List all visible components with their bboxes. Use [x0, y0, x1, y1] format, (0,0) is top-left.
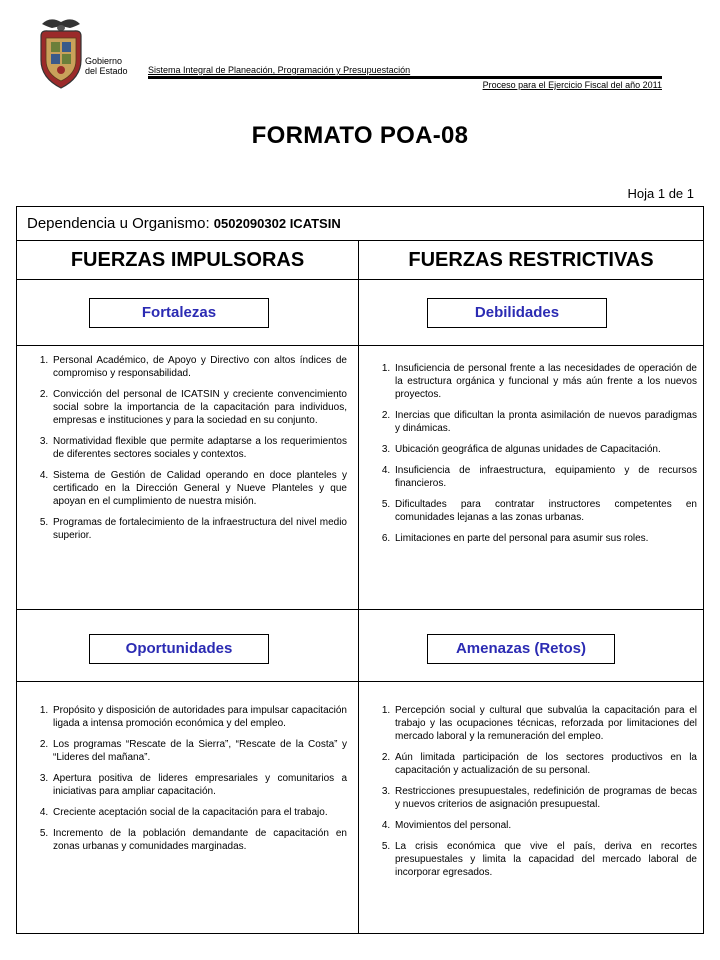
list-item: 1. Percepción social y cultural que subvalúa la capacitación para el trabajo y las ocupaciones técnicas, reforzada por limitaciones del mercado laboral y la remuneración del empleo.	[393, 704, 697, 743]
system-name: Sistema Integral de Planeación, Programación y Presupuestación	[148, 65, 411, 75]
list-item: 3. Apertura positiva de lideres empresariales y comunitarios a iniciativas para ampliar capacitación.	[51, 772, 347, 798]
process-label: Proceso para el Ejercicio Fiscal del año 2011	[482, 80, 662, 90]
list-item: 2. Inercias que dificultan la pronta asimilación de nuevos paradigmas y dinámicas.	[393, 409, 697, 435]
section-divider	[17, 681, 703, 682]
list-item: 4. Movimientos del personal.	[393, 819, 697, 832]
list-item: 5. Dificultades para contratar instructores competentes en comunidades lejanas a las zonas urbanas.	[393, 498, 697, 524]
header-rule	[148, 76, 662, 79]
section-divider	[17, 345, 703, 346]
section-divider	[17, 609, 703, 610]
debilidades-box: Debilidades	[427, 298, 607, 328]
list-item: 6. Limitaciones en parte del personal para asumir sus roles.	[393, 532, 697, 545]
impulsoras-heading: FUERZAS IMPULSORAS	[70, 249, 305, 271]
amenazas-box: Amenazas (Retos)	[427, 634, 615, 664]
government-line-2: del Estado	[85, 66, 128, 76]
oportunidades-list	[23, 704, 347, 861]
debilidades-list	[365, 362, 697, 553]
list-item: 1. Insuficiencia de personal frente a las necesidades de operación de la estructura orgánica y funcional y más aún frente a los nuevos proyectos.	[393, 362, 697, 401]
fortalezas-box: Fortalezas	[89, 298, 269, 328]
list-item: 3. Ubicación geográfica de algunas unidades de Capacitación.	[393, 443, 697, 456]
dependency-label: Dependencia u Organismo:	[27, 215, 210, 232]
list-item: 5. Programas de fortalecimiento de la infraestructura del nivel medio superior.	[51, 516, 347, 542]
government-line-1: Gobierno	[85, 56, 123, 66]
state-seal-logo	[36, 14, 86, 96]
fortalezas-list	[23, 354, 347, 550]
government-label	[85, 56, 128, 76]
list-item: 2. Aún limitada participación de los sectores productivos en la capacitación y actualización de su personal.	[393, 751, 697, 777]
list-item: 2. Convicción del personal de ICATSIN y creciente convencimiento social sobre la importancia de la capacitación para individuos, empresas e instituciones y para la sociedad en su conjunto.	[51, 388, 347, 427]
list-item: 1. Propósito y disposición de autoridades para impulsar capacitación ligada a intensa promoción económica y del empleo.	[51, 704, 347, 730]
dependency-value: 0502090302 ICATSIN	[213, 216, 341, 231]
dependency-row	[17, 207, 703, 241]
foda-table	[16, 206, 704, 934]
amenazas-list	[365, 704, 697, 887]
restrictivas-heading: FUERZAS RESTRICTIVAS	[408, 249, 654, 271]
list-item: 1. Personal Académico, de Apoyo y Directivo con altos índices de compromiso y responsabilidad.	[51, 354, 347, 380]
page-title: FORMATO POA-08	[251, 122, 469, 149]
list-item: 4. Insuficiencia de infraestructura, equipamiento y de recursos financieros.	[393, 464, 697, 490]
list-item: 2. Los programas “Rescate de la Sierra”, “Rescate de la Costa” y “Lideres del mañana”.	[51, 738, 347, 764]
oportunidades-box: Oportunidades	[89, 634, 269, 664]
list-item: 5. La crisis económica que vive el país, deriva en recortes presupuestales y limita la capacidad del mercado laboral de incorporar egresados.	[393, 840, 697, 879]
list-item: 4. Creciente aceptación social de la capacitación para el trabajo.	[51, 806, 347, 819]
list-item: 3. Restricciones presupuestales, redefinición de programas de becas y nuevos criterios de asignación presupuestal.	[393, 785, 697, 811]
list-item: 3. Normatividad flexible que permite adaptarse a los requerimientos de diferentes sectores sociales y contextos.	[51, 435, 347, 461]
columns-header-row	[17, 241, 703, 280]
list-item: 4. Sistema de Gestión de Calidad operando en doce planteles y certificado en la Dirección General y Nueve Planteles y que apoyan en el cumplimiento de nuestra misión.	[51, 469, 347, 508]
list-item: 5. Incremento de la población demandante de capacitación en zonas urbanas y comunidades marginadas.	[51, 827, 347, 853]
page-number: Hoja 1 de 1	[627, 186, 694, 201]
